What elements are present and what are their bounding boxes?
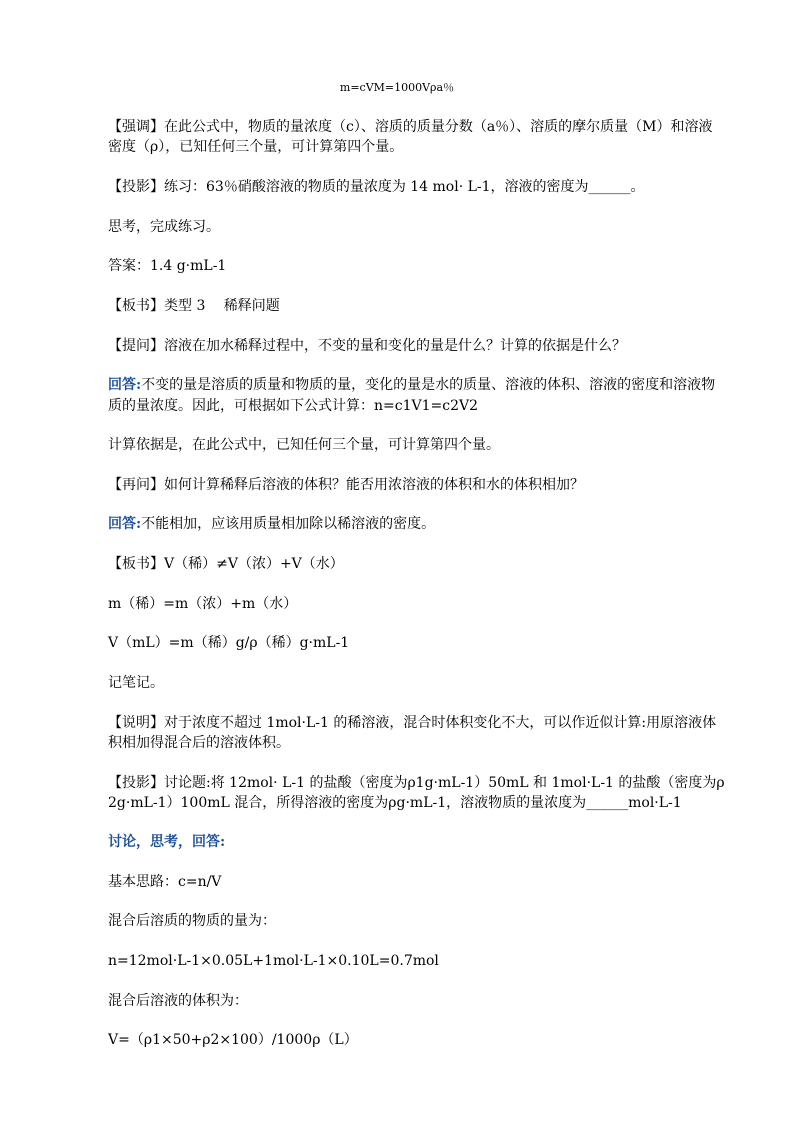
formula-top: m=cVM=1000Vρa％	[339, 81, 455, 94]
question-label: 【提问】	[108, 338, 164, 354]
reply-paragraph-line2: 质的量浓度。因此，可根据如下公式计算：n=c1V1=c2V2	[108, 398, 479, 414]
projection-label-2: 【投影】	[108, 775, 164, 791]
projection-discussion-line2: 2g·mL-1）100mL 混合，所得溶液的密度为ρg·mL-1，溶液物质的量浓度为______mol·L-1	[108, 795, 682, 811]
emphasis-paragraph-line2: 密度（ρ），已知任何三个量，可计算第四个量。	[108, 139, 404, 155]
blackboard-type3: 【板书】类型 3 稀释问题	[108, 298, 280, 314]
notes-paragraph: 记笔记。	[108, 675, 164, 691]
blackboard-label-2: 【板书】	[108, 556, 164, 572]
solution-volume-equation: V=（ρ1×50+ρ2×100）/1000ρ（L）	[108, 1032, 358, 1048]
reply-label-2: 回答:	[108, 516, 142, 532]
blackboard-label: 【板书】	[108, 298, 164, 314]
emphasis-paragraph	[108, 120, 713, 134]
basis-paragraph: 计算依据是，在此公式中，已知任何三个量，可计算第四个量。	[108, 437, 500, 453]
explanation-paragraph-line2: 积相加得混合后的溶液体积。	[108, 735, 290, 751]
explanation-paragraph: 【说明】对于浓度不超过 1mol·L-1 的稀溶液，混合时体积变化不大，可以作近似计算:用原溶液体	[108, 715, 717, 731]
volume-equation: V（mL）=m（稀）g/ρ（稀）g·mL-1	[108, 635, 350, 651]
projection-exercise: 【投影】练习：63％硝酸溶液的物质的量浓度为 14 mol· L-1，溶液的密度为______。	[108, 179, 645, 195]
projection-label: 【投影】	[108, 179, 164, 195]
solute-amount-equation: n=12mol·L-1×0.05L+1mol·L-1×0.10L=0.7mol	[108, 953, 439, 969]
projection-discussion: 【投影】讨论题:将 12mol· L-1 的盐酸（密度为ρ1g·mL-1）50mL 和 1mol·L-1 的盐酸（密度为ρ	[108, 775, 725, 791]
mass-equation: m（稀）=m（浓）+m（水）	[108, 596, 298, 612]
emphasis-text: 在此公式中，物质的量浓度（c）、溶质的质量分数（a％）、溶质的摩尔质量（M）和溶液	[164, 119, 713, 135]
reply-label: 回答:	[108, 377, 142, 393]
solute-amount-heading: 混合后溶质的物质的量为：	[108, 913, 276, 929]
think-paragraph: 思考，完成练习。	[108, 219, 220, 235]
reply-paragraph: 回答:不变的量是溶质的质量和物质的量，变化的量是水的质量、溶液的体积、溶液的密度和溶液物	[108, 377, 716, 393]
answer-paragraph: 答案：1.4 g·mL-1	[108, 258, 227, 274]
explanation-label: 【说明】	[108, 715, 164, 731]
basic-idea: 基本思路：c=n/V	[108, 874, 222, 890]
question-paragraph: 【提问】溶液在加水稀释过程中，不变的量和变化的量是什么？计算的依据是什么？	[108, 338, 626, 354]
solution-volume-heading: 混合后溶液的体积为：	[108, 993, 248, 1009]
re-question-paragraph: 【再问】如何计算稀释后溶液的体积？能否用浓溶液的体积和水的体积相加？	[108, 477, 584, 493]
blackboard-volume: 【板书】V（稀）≠V（浓）+V（水）	[108, 556, 344, 572]
reply-paragraph-2: 回答:不能相加，应该用质量相加除以稀溶液的密度。	[108, 516, 436, 532]
discussion-heading: 讨论，思考，回答:	[108, 834, 226, 850]
re-question-label: 【再问】	[108, 477, 164, 493]
emphasis-label: 【强调】	[108, 119, 164, 135]
